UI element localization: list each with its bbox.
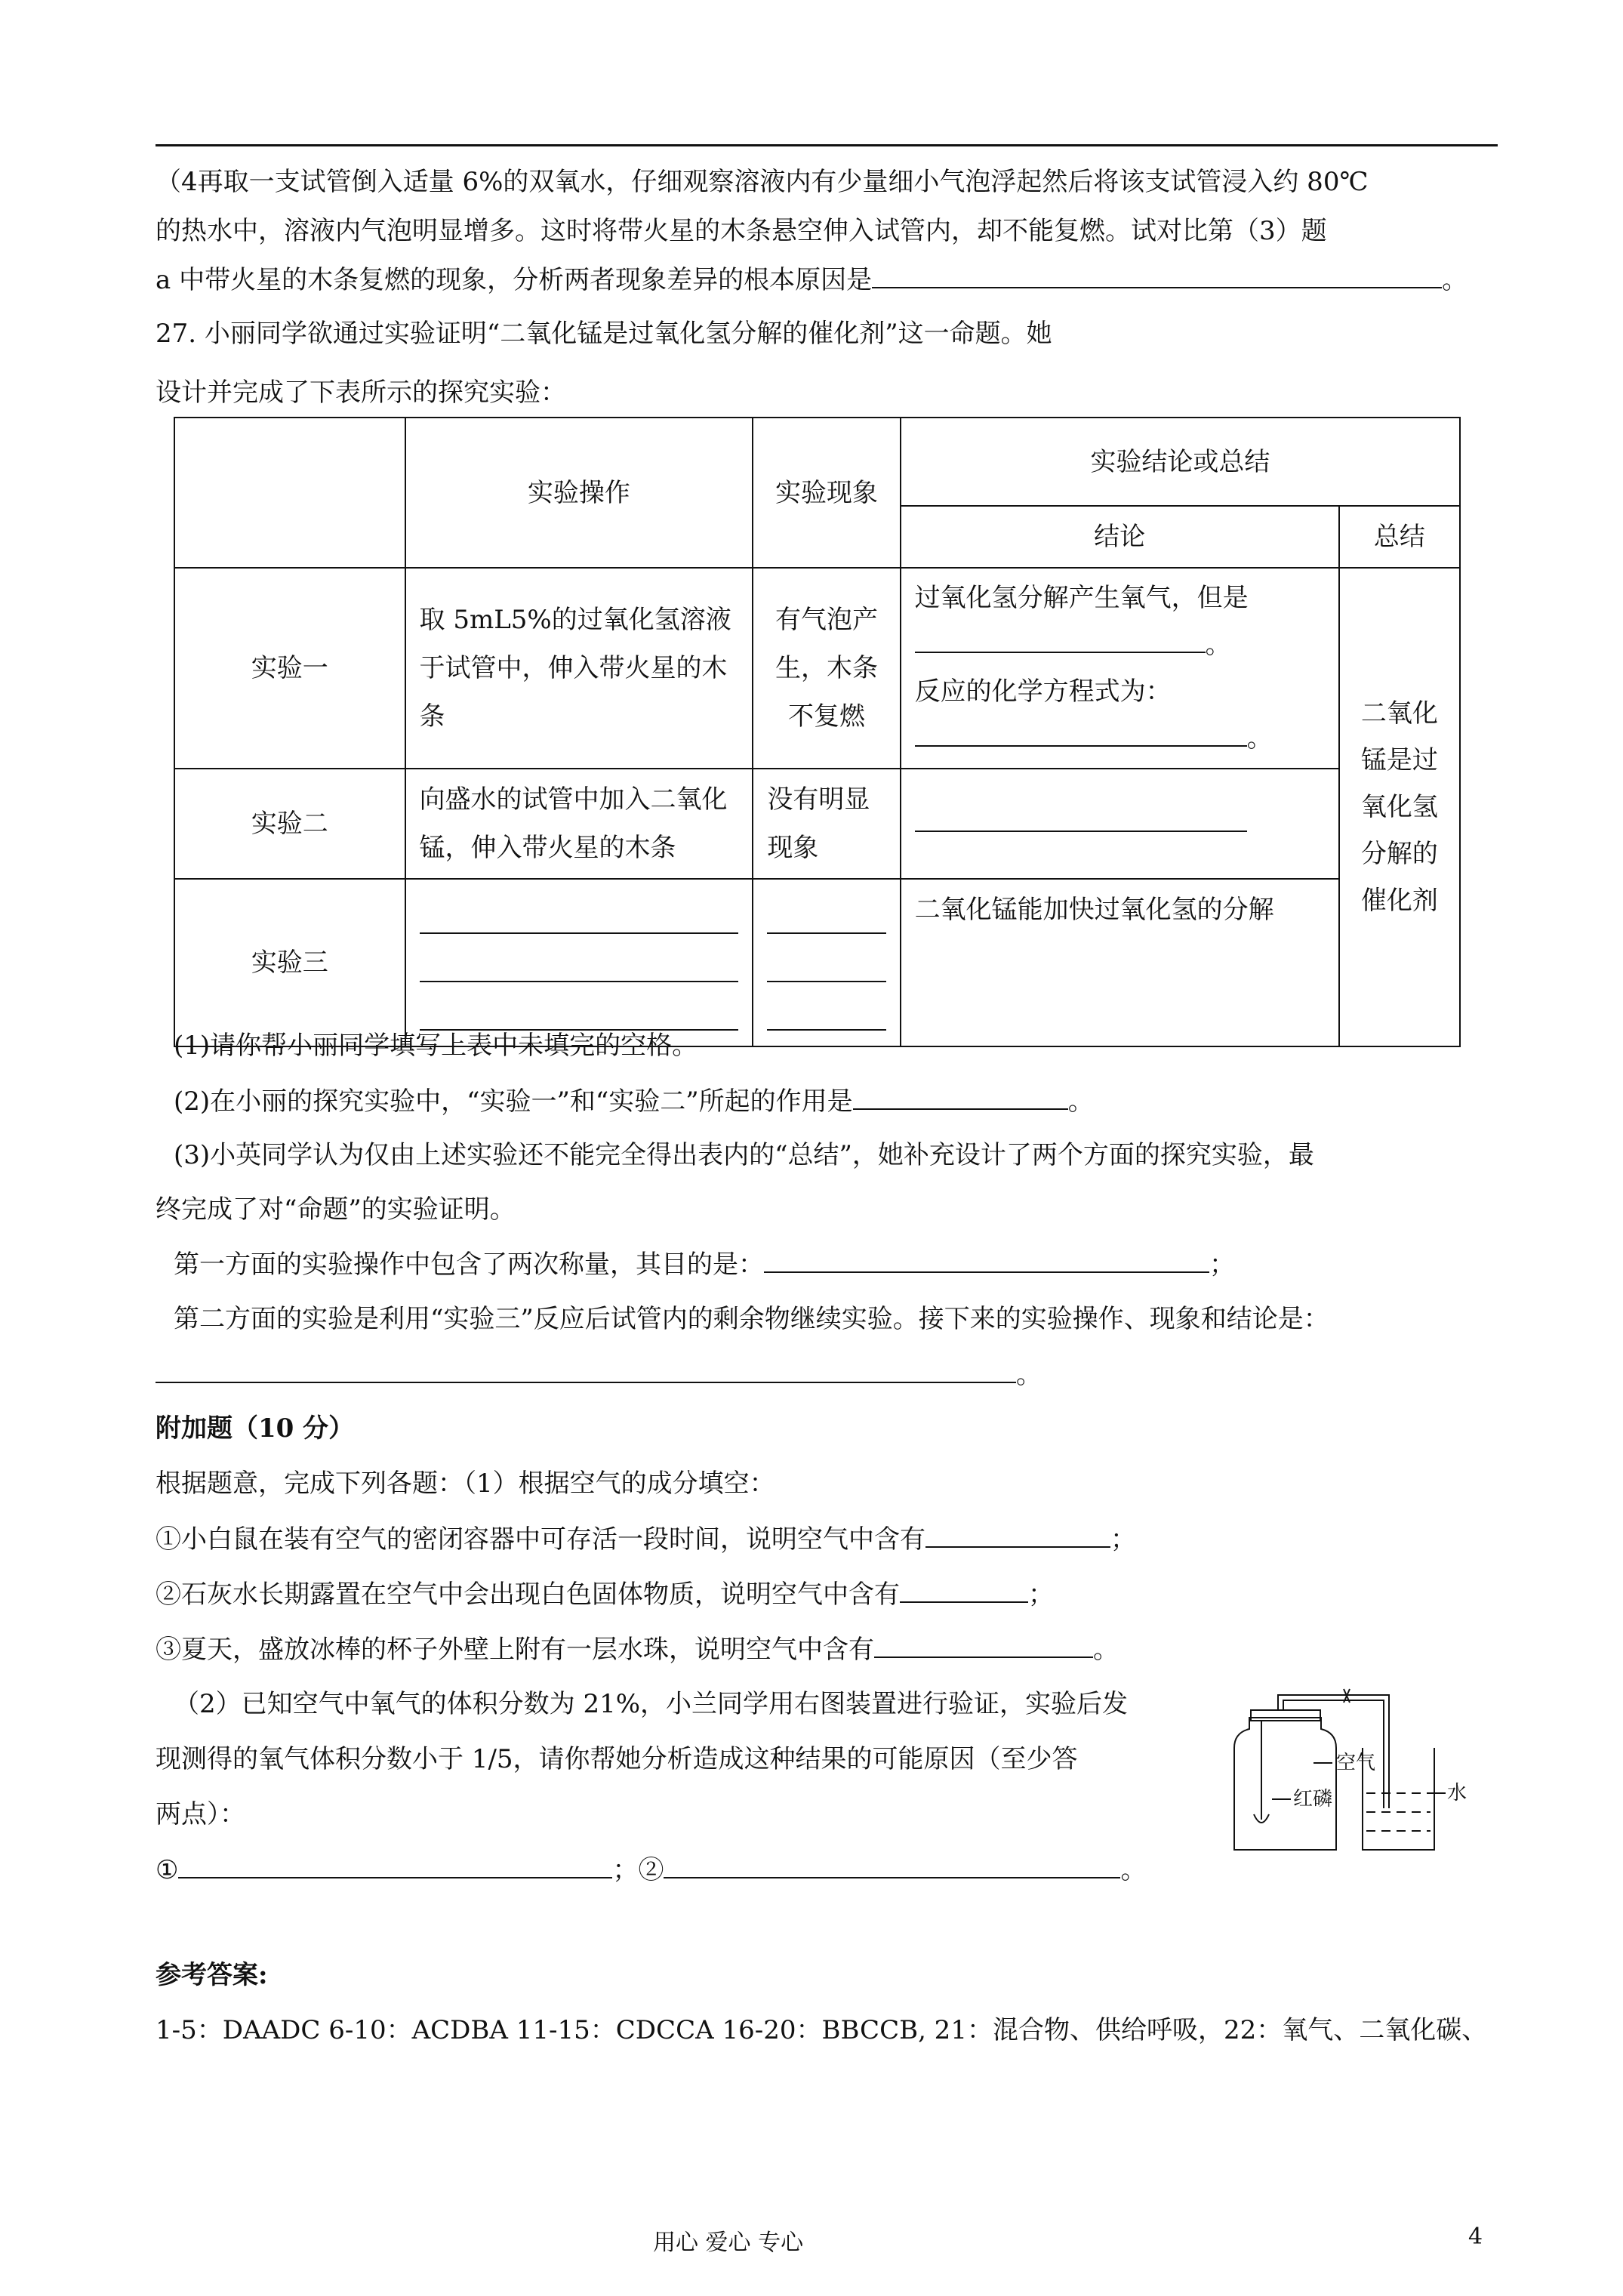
row-conclusion-exp1: [901, 568, 1339, 769]
q27-sub3-a-text: 第一方面的实验操作中包含了两次称量，其目的是：: [174, 1250, 764, 1280]
q27-sub2: [174, 1086, 1094, 1117]
bonus-answers: [156, 1854, 1146, 1885]
header-conclusion-group: 实验结论或总结: [901, 418, 1460, 506]
q27-sub3-a-end: ；: [1209, 1250, 1235, 1280]
row-phenomenon-exp3: [753, 879, 900, 1046]
row-conclusion-exp3: 二氧化锰能加快过氧化氢的分解: [901, 879, 1339, 1046]
bonus-q2-line1: （2）已知空气中氧气的体积分数为 21%，小兰同学用右图装置进行验证，实验后发: [174, 1689, 1129, 1719]
bonus-item3-text: ③夏天，盛放冰棒的杯子外壁上附有一层水珠，说明空气中含有: [156, 1635, 874, 1665]
header-empty-cell: [174, 418, 405, 568]
row-operation-exp3: [405, 879, 753, 1046]
q26-4-line2: 的热水中，溶液内气泡明显增多。这时将带火星的木条悬空伸入试管内，却不能复燃。试对比第（3）题: [156, 216, 1327, 246]
conclusion-b-end: 。: [1246, 723, 1273, 754]
row-conclusion-exp2: [901, 769, 1339, 879]
q27-sub3-line1: (3)小英同学认为仅由上述实验还不能完全得出表内的“总结”，她补充设计了两个方面的探究实验，最: [174, 1140, 1314, 1170]
bonus-item3-end: 。: [1093, 1635, 1119, 1665]
answer-separator: ；②: [612, 1855, 664, 1885]
summary-cell: 二氧化锰是过氧化氢分解的催化剂: [1339, 568, 1460, 1046]
answer-end: 。: [1120, 1855, 1147, 1885]
answer-blank[interactable]: [915, 808, 1247, 832]
answer-blank[interactable]: [872, 264, 1442, 288]
row-phenomenon-exp2: 没有明显现象: [753, 769, 900, 879]
answer-blank[interactable]: [767, 895, 885, 934]
bonus-q2-line3: 两点）：: [156, 1799, 245, 1829]
answer-blank[interactable]: [853, 1086, 1068, 1110]
q27-sub3-b: 第二方面的实验是利用“实验三”反应后试管内的剩余物继续实验。接下来的实验操作、现象和结论是：: [174, 1304, 1329, 1334]
conclusion-a-end: 。: [1205, 630, 1231, 660]
bonus-item3: [156, 1634, 1119, 1665]
q27-sub3-b-answer: [156, 1359, 1042, 1390]
bonus-item1: [156, 1524, 1136, 1555]
q27-sub2-end: 。: [1067, 1086, 1094, 1117]
row-operation-exp1: 取 5mL5%的过氧化氢溶液于试管中，伸入带火星的木条: [405, 568, 753, 769]
q27-sub3-a: [174, 1249, 1235, 1280]
bonus-intro: 根据题意，完成下列各题：（1）根据空气的成分填空：: [156, 1469, 775, 1499]
bonus-item2: [156, 1579, 1054, 1610]
answer-blank[interactable]: [900, 1579, 1028, 1603]
bottle-stopper: [1251, 1710, 1320, 1721]
q27-sub1: (1)请你帮小丽同学填写上表中未填完的空格。: [174, 1031, 698, 1061]
answer-blank[interactable]: [874, 1634, 1093, 1658]
row-operation-exp2: 向盛水的试管中加入二氧化锰，伸入带火星的木条: [405, 769, 753, 879]
header-rule: [156, 144, 1498, 146]
q26-4-line1: （4再取一支试管倒入适量 6%的双氧水，仔细观察溶液内有少量细小气泡浮起然后将该支试管浸入约 80℃: [156, 167, 1369, 197]
answer-blank[interactable]: [915, 629, 1206, 653]
answer-blank[interactable]: [915, 723, 1247, 747]
answer-prefix-1: ①: [156, 1855, 179, 1885]
header-operation: 实验操作: [405, 418, 753, 568]
answer-blank[interactable]: [156, 1359, 1016, 1383]
answers-title: 参考答案:: [156, 1960, 268, 1990]
answer-blank[interactable]: [420, 943, 739, 982]
q26-4-line3: [156, 264, 1467, 295]
header-phenomenon: 实验现象: [753, 418, 900, 568]
answer-blank[interactable]: [664, 1854, 1120, 1878]
q26-4-end: 。: [1442, 265, 1468, 295]
q27-sub2-text: (2)在小丽的探究实验中，“实验一”和“实验二”所起的作用是: [174, 1086, 853, 1117]
q26-4-line3-text: a 中带火星的木条复燃的现象，分析两者现象差异的根本原因是: [156, 265, 873, 295]
bonus-q2-line2: 现测得的氧气体积分数小于 1/5，请你帮她分析造成这种结果的可能原因（至少答: [156, 1744, 1078, 1774]
page-number: 4: [1468, 2224, 1483, 2250]
bonus-title: 附加题（10 分）: [156, 1413, 355, 1444]
row-name-exp1: 实验一: [174, 568, 405, 769]
footer-motto: 用心 爱心 专心: [653, 2230, 804, 2256]
experiment-table: [174, 417, 1461, 1047]
answer-blank[interactable]: [764, 1249, 1209, 1273]
answer-blank[interactable]: [767, 943, 885, 982]
row-phenomenon-exp1: 有气泡产生，木条不复燃: [753, 568, 900, 769]
answer-blank[interactable]: [767, 991, 885, 1031]
conclusion-b-text: 反应的化学方程式为：: [914, 676, 1172, 707]
row-name-exp2: 实验二: [174, 769, 405, 879]
figure-label-water: 水: [1447, 1782, 1467, 1804]
bonus-item1-text: ①小白鼠在装有空气的密闭容器中可存活一段时间，说明空气中含有: [156, 1524, 925, 1555]
figure-label-air: 空气: [1336, 1752, 1376, 1774]
header-summary: 总结: [1339, 506, 1460, 568]
bonus-item1-end: ；: [1110, 1524, 1136, 1555]
apparatus-figure: [1212, 1680, 1472, 1857]
q27-line2: 设计并完成了下表所示的探究实验：: [156, 378, 566, 408]
row-name-exp3: 实验三: [174, 879, 405, 1046]
q27-sub3-b-end: 。: [1016, 1360, 1042, 1390]
q27-sub3-line2: 终完成了对“命题”的实验证明。: [156, 1194, 516, 1225]
bonus-item2-end: ；: [1028, 1579, 1054, 1610]
answer-blank[interactable]: [420, 991, 739, 1031]
bonus-item2-text: ②石灰水长期露置在空气中会出现白色固体物质，说明空气中含有: [156, 1579, 900, 1610]
bottle-outline: [1234, 1718, 1336, 1850]
figure-label-phosphorus: 红磷: [1293, 1788, 1333, 1811]
answer-blank[interactable]: [925, 1524, 1110, 1548]
answer-blank[interactable]: [178, 1854, 612, 1878]
header-conclusion: 结论: [901, 506, 1339, 568]
conclusion-a-text: 过氧化氢分解产生氧气，但是: [914, 583, 1249, 613]
answer-blank[interactable]: [420, 895, 739, 934]
q27-line1: 27. 小丽同学欲通过实验证明“二氧化锰是过氧化氢分解的催化剂”这一命题。她: [156, 319, 1052, 349]
answers-line: 1-5：DAADC 6-10：ACDBA 11-15：CDCCA 16-20：BBCCB, 21：混合物、供给呼吸，22：氧气、二氧化碳、: [156, 2015, 1488, 2045]
